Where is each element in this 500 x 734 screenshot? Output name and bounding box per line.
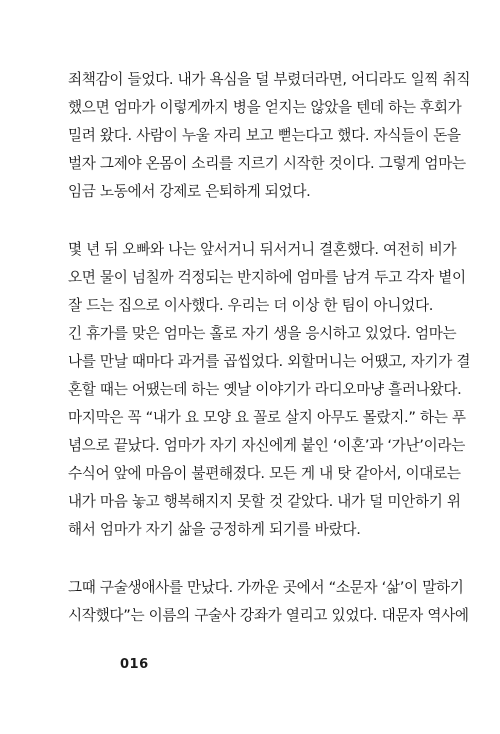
text-line: 혼할 때는 어땠는데 하는 옛날 이야기가 라디오마냥 흘러나왔다. <box>68 381 462 398</box>
text-line: 밀려 왔다. 사람이 누울 자리 보고 뻗는다고 했다. 자식들이 돈을 <box>68 127 461 144</box>
text-line: 수식어 앞에 마음이 불편해졌다. 모든 게 내 탓 같아서, 이대로는 <box>68 465 461 482</box>
text-line: 념으로 끝났다. 엄마가 자기 자신에게 붙인 ‘이혼’과 ‘가난’이라는 <box>68 437 466 454</box>
text-line: 벌자 그제야 온몸이 소리를 지르기 시작한 것이다. 그렇게 엄마는 <box>68 155 466 172</box>
text-line: 했으면 엄마가 이렇게까지 병을 얻지는 않았을 텐데 하는 후회가 <box>68 99 462 116</box>
text-line: 그때 구술생애사를 만났다. 가까운 곳에서 “소문자 ‘삶’이 말하기 <box>68 579 464 596</box>
text-line: 마지막은 꼭 “내가 요 모양 요 꼴로 살지 아무도 몰랐지.” 하는 푸 <box>68 409 466 426</box>
text-line: 내가 마음 놓고 행복해지지 못할 것 같았다. 내가 덜 미안하기 위 <box>68 493 461 510</box>
text-line: 해서 엄마가 자기 삶을 긍정하게 되기를 바랐다. <box>68 521 361 538</box>
text-line: 긴 휴가를 맞은 엄마는 홀로 자기 생을 응시하고 있었다. 엄마는 <box>68 325 457 342</box>
page-number: 016 <box>120 657 149 672</box>
text-line: 나를 만날 때마다 과거를 곱씹었다. 외할머니는 어땠고, 자기가 결 <box>68 353 471 370</box>
text-line: 몇 년 뒤 오빠와 나는 앞서거니 뒤서거니 결혼했다. 여전히 비가 <box>68 241 457 258</box>
text-line: 오면 물이 넘칠까 걱정되는 반지하에 엄마를 남겨 두고 각자 볕이 <box>68 269 466 286</box>
text-line: 임금 노동에서 강제로 은퇴하게 되었다. <box>68 183 311 200</box>
text-line: 죄책감이 들었다. 내가 욕심을 덜 부렸더라면, 어디라도 일찍 취직 <box>68 71 471 88</box>
text-line: 시작했다”는 이름의 구술사 강좌가 열리고 있었다. 대문자 역사에 <box>68 607 469 624</box>
text-line: 잘 드는 집으로 이사했다. 우리는 더 이상 한 팀이 아니었다. <box>68 297 434 314</box>
